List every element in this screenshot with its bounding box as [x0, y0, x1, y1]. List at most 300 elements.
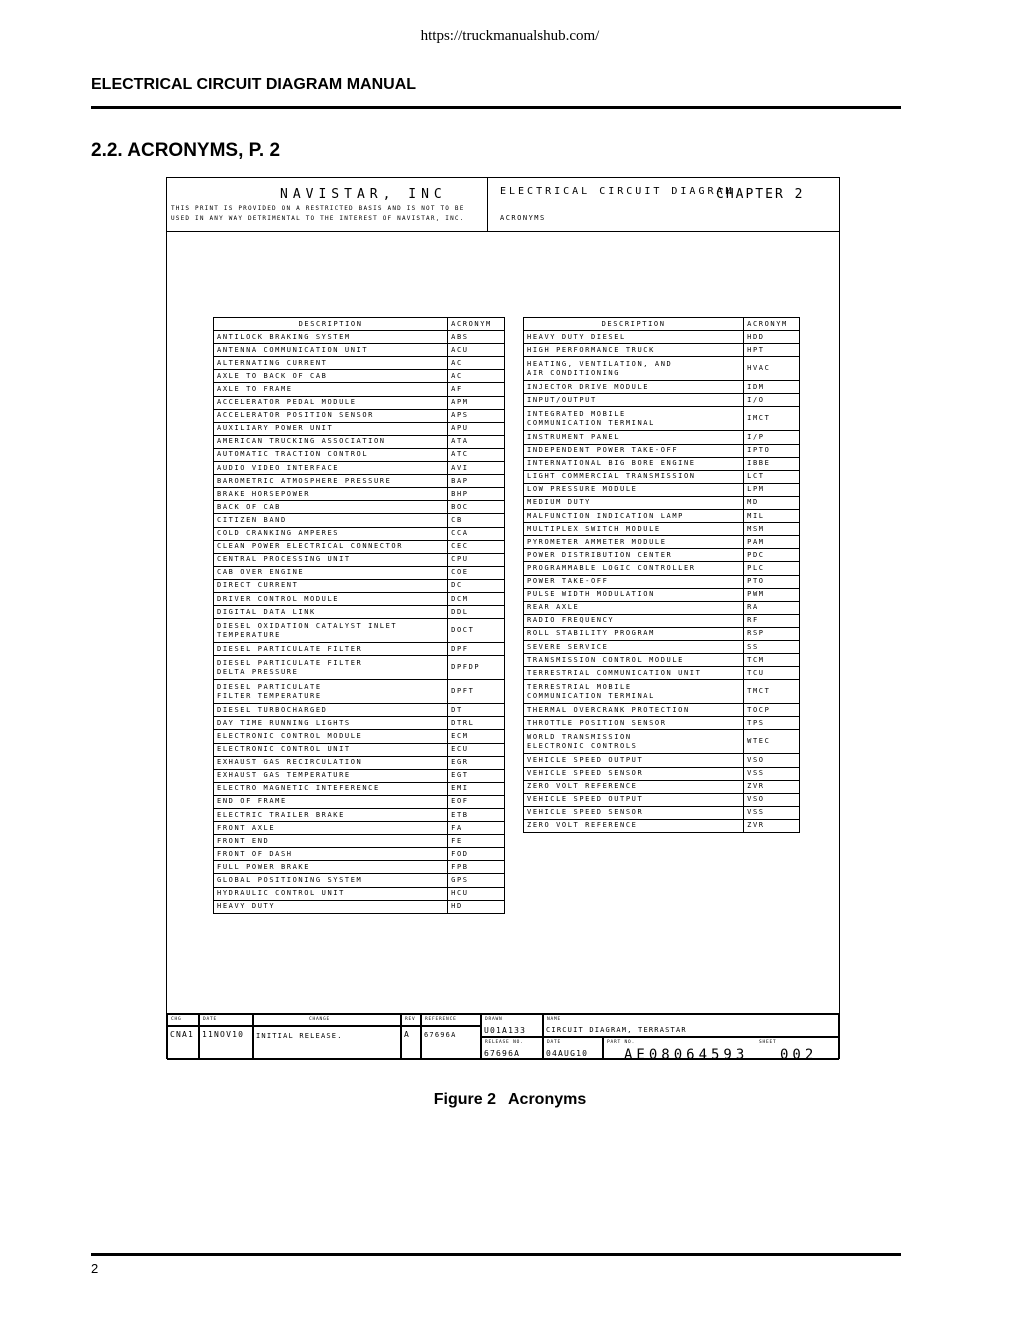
description-line: PULSE WIDTH MODULATION [527, 590, 655, 599]
description-line: THROTTLE POSITION SENSOR [527, 718, 667, 727]
acronym-description [214, 848, 448, 861]
acronym-code: EGR [448, 756, 505, 769]
acronym-description [214, 795, 448, 808]
acronym-code: ECU [448, 743, 505, 756]
acronym-description [524, 640, 744, 653]
description-line: POWER DISTRIBUTION CENTER [527, 550, 673, 559]
sheet-number: 002 [780, 1047, 818, 1060]
acronym-code: LCT [744, 470, 800, 483]
description-line: CAB OVER ENGINE [217, 568, 305, 577]
description-line: POWER TAKE-OFF [527, 577, 609, 586]
description-line: FRONT OF DASH [217, 849, 293, 858]
acronym-code: HPT [744, 344, 800, 357]
table-row [524, 510, 800, 523]
acronym-description [524, 819, 744, 832]
acronym-code: TCM [744, 654, 800, 667]
table-row [524, 381, 800, 394]
table-row [524, 457, 800, 470]
acronym-description [524, 331, 744, 344]
acronym-code: PLC [744, 562, 800, 575]
drawing-title: ELECTRICAL CIRCUIT DIAGRAM [500, 186, 735, 197]
acronym-description [524, 767, 744, 780]
acronym-code: I/P [744, 431, 800, 444]
description-line: PROGRAMMABLE LOGIC CONTROLLER [527, 563, 696, 572]
description-line: AUXILIARY POWER UNIT [217, 424, 334, 433]
table-row [524, 819, 800, 832]
table-row [524, 730, 800, 754]
description-line: DIGITAL DATA LINK [217, 607, 316, 616]
acronym-description [214, 501, 448, 514]
acronym-code: PAM [744, 536, 800, 549]
acronym-description [524, 680, 744, 704]
acronym-description [214, 331, 448, 344]
drawn-cell [481, 1014, 543, 1037]
change-header-cell [253, 1014, 401, 1026]
acronym-code: HD [448, 900, 505, 913]
table-row [524, 407, 800, 431]
description-line: REAR AXLE [527, 603, 580, 612]
description-line: EXHAUST GAS RECIRCULATION [217, 758, 363, 767]
acronym-code: HCU [448, 887, 505, 900]
chg-header: CHG [171, 1017, 182, 1022]
description-line: ELECTRO MAGNETIC INTEFERENCE [217, 784, 380, 793]
description-line: INPUT/OUTPUT [527, 395, 597, 404]
acronym-code: IMCT [744, 407, 800, 431]
acronym-description [524, 793, 744, 806]
table-row [214, 475, 505, 488]
description-line: TEMPERATURE [217, 630, 281, 639]
table-row [524, 549, 800, 562]
acronym-description [214, 743, 448, 756]
table-row [214, 540, 505, 553]
acronym-code: GPS [448, 874, 505, 887]
title-block [167, 1013, 839, 1059]
description-line: COMMUNICATION TERMINAL [527, 418, 655, 427]
release-value: 67696A [484, 1049, 521, 1058]
table-row [214, 809, 505, 822]
description-line: COMMUNICATION TERMINAL [527, 691, 655, 700]
acronym-description [214, 809, 448, 822]
table-row [524, 344, 800, 357]
acronym-description [524, 394, 744, 407]
description-line: INTEGRATED MOBILE [527, 409, 626, 418]
acronym-description [214, 514, 448, 527]
description-line: INTERNATIONAL BIG BORE ENGINE [527, 459, 696, 468]
acronym-code: DDL [448, 606, 505, 619]
table-row [524, 614, 800, 627]
description-line: BRAKE HORSEPOWER [217, 489, 311, 498]
acronym-code: ECM [448, 730, 505, 743]
date-value: 11NOV10 [202, 1030, 245, 1039]
table-row [524, 588, 800, 601]
description-line: END OF FRAME [217, 797, 287, 806]
description-line: VEHICLE SPEED OUTPUT [527, 755, 644, 764]
acronym-code: EMI [448, 782, 505, 795]
column-header-acronym: ACRONYM [448, 318, 505, 331]
acronym-description [214, 462, 448, 475]
acronym-description [214, 887, 448, 900]
manual-title: ELECTRICAL CIRCUIT DIAGRAM MANUAL [91, 76, 417, 93]
acronym-description [214, 488, 448, 501]
table-row [214, 409, 505, 422]
table-row [524, 562, 800, 575]
table-row [524, 627, 800, 640]
acronym-code: VSO [744, 793, 800, 806]
description-line: FRONT END [217, 836, 270, 845]
acronym-description [524, 357, 744, 381]
acronym-code: AC [448, 370, 505, 383]
acronym-description [214, 704, 448, 717]
description-line: PYROMETER AMMETER MODULE [527, 537, 667, 546]
table-row [524, 793, 800, 806]
description-line: HEAVY DUTY [217, 902, 276, 911]
acronym-code: APU [448, 422, 505, 435]
description-line: FRONT AXLE [217, 823, 276, 832]
acronym-code: AVI [448, 462, 505, 475]
acronym-description [214, 592, 448, 605]
source-url[interactable]: https://truckmanualshub.com/ [420, 28, 600, 44]
description-line: HEAVY DUTY DIESEL [527, 332, 626, 341]
release-header: RELEASE NO. [485, 1040, 524, 1045]
table-row [214, 835, 505, 848]
acronym-code: BAP [448, 475, 505, 488]
description-line: DAY TIME RUNNING LIGHTS [217, 718, 351, 727]
description-line: ACCELERATOR PEDAL MODULE [217, 398, 357, 407]
description-line: INJECTOR DRIVE MODULE [527, 382, 650, 391]
acronym-description [214, 680, 448, 704]
description-line: CENTRAL PROCESSING UNIT [217, 555, 351, 564]
table-row [524, 640, 800, 653]
table-row [214, 822, 505, 835]
table-row [524, 483, 800, 496]
company-name: NAVISTAR, INC [280, 187, 447, 202]
description-line: AIR CONDITIONING [527, 368, 621, 377]
description-line: EXHAUST GAS TEMPERATURE [217, 771, 351, 780]
acronym-description [214, 619, 448, 643]
reference-header-cell [421, 1014, 481, 1026]
figure-caption [0, 1091, 1020, 1109]
acronym-code: IDM [744, 381, 800, 394]
company-block [167, 178, 488, 232]
table-row [524, 357, 800, 381]
description-line: SEVERE SERVICE [527, 642, 609, 651]
acronym-code: FE [448, 835, 505, 848]
table-row [214, 566, 505, 579]
acronym-code: RA [744, 601, 800, 614]
name-cell [543, 1014, 839, 1037]
acronym-description [214, 756, 448, 769]
table-row [214, 579, 505, 592]
acronym-code: AC [448, 357, 505, 370]
description-line: AUDIO VIDEO INTERFACE [217, 463, 340, 472]
reference-value: 67696A [424, 1031, 457, 1039]
acronym-description [214, 656, 448, 680]
acronym-description [524, 614, 744, 627]
acronym-code: MD [744, 496, 800, 509]
table-row [214, 717, 505, 730]
description-line: ZERO VOLT REFERENCE [527, 821, 638, 830]
acronym-code: ZVR [744, 780, 800, 793]
acronym-code: DPFT [448, 680, 505, 704]
rev-value: A [404, 1030, 411, 1039]
acronym-table-right [523, 317, 800, 833]
release-date-header: DATE [547, 1040, 562, 1045]
table-row [214, 874, 505, 887]
table-row [214, 592, 505, 605]
table-row [214, 848, 505, 861]
acronym-code: APS [448, 409, 505, 422]
acronym-code: DPFDP [448, 656, 505, 680]
description-line: TERRESTRIAL COMMUNICATION UNIT [527, 668, 702, 677]
rev-header-cell [401, 1014, 421, 1026]
table-row [524, 717, 800, 730]
acronym-description [214, 579, 448, 592]
acronym-description [214, 717, 448, 730]
table-row [214, 606, 505, 619]
acronym-description [524, 601, 744, 614]
description-line: DIESEL PARTICULATE FILTER [217, 644, 363, 653]
table-row [524, 680, 800, 704]
table-row [214, 448, 505, 461]
acronym-code: IBBE [744, 457, 800, 470]
drawing-header [167, 178, 839, 232]
acronym-description [524, 654, 744, 667]
table-row [214, 743, 505, 756]
acronym-code: DPF [448, 643, 505, 656]
date-header-cell [199, 1014, 253, 1026]
acronym-code: CPU [448, 553, 505, 566]
description-line: ZERO VOLT REFERENCE [527, 782, 638, 791]
description-line: INSTRUMENT PANEL [527, 433, 621, 442]
table-row [214, 357, 505, 370]
acronym-description [214, 835, 448, 848]
description-line: VEHICLE SPEED SENSOR [527, 769, 644, 778]
acronym-description [214, 861, 448, 874]
description-line: RADIO FREQUENCY [527, 616, 615, 625]
table-row [214, 619, 505, 643]
acronym-code: ABS [448, 331, 505, 344]
table-row [214, 514, 505, 527]
acronym-code: ATA [448, 435, 505, 448]
drawing-sheet [166, 177, 840, 1059]
acronym-description [524, 483, 744, 496]
description-line: MALFUNCTION INDICATION LAMP [527, 511, 684, 520]
acronym-code: DOCT [448, 619, 505, 643]
acronym-code: ATC [448, 448, 505, 461]
release-date-cell [543, 1037, 603, 1060]
table-row [524, 575, 800, 588]
table-row [524, 394, 800, 407]
acronym-description [524, 457, 744, 470]
description-line: GLOBAL POSITIONING SYSTEM [217, 876, 363, 885]
acronym-description [214, 383, 448, 396]
acronym-description [524, 730, 744, 754]
chg-header-cell [167, 1014, 199, 1026]
acronym-code: PDC [744, 549, 800, 562]
acronym-description [524, 627, 744, 640]
acronym-description [214, 435, 448, 448]
table-row [524, 431, 800, 444]
column-header-acronym: ACRONYM [744, 318, 800, 331]
name-header: NAME [547, 1017, 562, 1022]
description-line: HYDRAULIC CONTROL UNIT [217, 889, 345, 898]
table-row [214, 704, 505, 717]
acronym-description [214, 448, 448, 461]
acronym-code: RF [744, 614, 800, 627]
table-row [524, 704, 800, 717]
table-row [214, 435, 505, 448]
acronym-description [214, 475, 448, 488]
description-line: AXLE TO FRAME [217, 385, 293, 394]
table-row [214, 370, 505, 383]
acronym-description [524, 381, 744, 394]
acronym-description [524, 523, 744, 536]
reference-header: REFERENCE [425, 1017, 457, 1022]
table-header-row [214, 318, 505, 331]
table-row [214, 769, 505, 782]
acronym-description [214, 357, 448, 370]
table-row [214, 643, 505, 656]
acronym-description [524, 667, 744, 680]
description-line: DRIVER CONTROL MODULE [217, 594, 340, 603]
description-line: DIESEL TURBOCHARGED [217, 705, 328, 714]
acronym-description [214, 527, 448, 540]
description-line: ELECTRONIC CONTROLS [527, 741, 638, 750]
acronym-code: CCA [448, 527, 505, 540]
table-row [214, 782, 505, 795]
acronym-code: DT [448, 704, 505, 717]
table-row [524, 654, 800, 667]
table-row [214, 861, 505, 874]
chapter-label: CHAPTER 2 [716, 187, 805, 202]
acronym-description [214, 900, 448, 913]
acronym-code: MSM [744, 523, 800, 536]
rev-header: REV [405, 1017, 416, 1022]
change-cell [253, 1026, 401, 1060]
description-line: LOW PRESSURE MODULE [527, 485, 638, 494]
table-row [524, 444, 800, 457]
acronym-description [214, 874, 448, 887]
acronym-code: MIL [744, 510, 800, 523]
table-row [214, 900, 505, 913]
table-row [214, 656, 505, 680]
acronym-description [524, 717, 744, 730]
description-line: ELECTRONIC CONTROL MODULE [217, 731, 363, 740]
description-line: ELECTRIC TRAILER BRAKE [217, 810, 345, 819]
drawing-subtitle: ACRONYMS [500, 214, 546, 222]
table-row [524, 536, 800, 549]
release-date-value: 04AUG10 [546, 1049, 589, 1058]
acronym-code: ACU [448, 344, 505, 357]
date-cell [199, 1026, 253, 1060]
table-row [524, 780, 800, 793]
name-value: CIRCUIT DIAGRAM, TERRASTAR [546, 1026, 687, 1034]
description-line: AXLE TO BACK OF CAB [217, 371, 328, 380]
change-header: CHANGE [309, 1017, 331, 1022]
description-line: CITIZEN BAND [217, 515, 287, 524]
column-header-description: DESCRIPTION [524, 318, 744, 331]
acronym-description [214, 540, 448, 553]
description-line: AUTOMATIC TRACTION CONTROL [217, 450, 369, 459]
acronym-code: VSS [744, 767, 800, 780]
acronym-code: PTO [744, 575, 800, 588]
acronym-code: FOD [448, 848, 505, 861]
description-line: HIGH PERFORMANCE TRUCK [527, 345, 655, 354]
description-line: ACCELERATOR POSITION SENSOR [217, 411, 374, 420]
chg-value: CNA1 [170, 1030, 195, 1039]
table-row [214, 344, 505, 357]
table-row [214, 756, 505, 769]
table-row [214, 887, 505, 900]
table-row [524, 523, 800, 536]
acronym-code: TCU [744, 667, 800, 680]
acronym-description [524, 549, 744, 562]
acronym-code: HVAC [744, 357, 800, 381]
drawn-header: DRAWN [485, 1017, 503, 1022]
acronym-description [524, 510, 744, 523]
acronym-code: SS [744, 640, 800, 653]
figure-label: Figure 2 [433, 1091, 496, 1108]
footer-rule [91, 1253, 901, 1256]
table-header-row [524, 318, 800, 331]
description-line: DIESEL PARTICULATE [217, 682, 322, 691]
acronym-description [214, 370, 448, 383]
acronym-description [214, 643, 448, 656]
acronym-code: CB [448, 514, 505, 527]
acronym-code: CEC [448, 540, 505, 553]
table-row [214, 488, 505, 501]
table-row [524, 496, 800, 509]
change-value: INITIAL RELEASE. [256, 1032, 343, 1040]
reference-cell [421, 1026, 481, 1060]
acronym-description [524, 444, 744, 457]
description-line: ELECTRONIC CONTROL UNIT [217, 745, 351, 754]
description-line: CLEAN POWER ELECTRICAL CONNECTOR [217, 542, 404, 551]
acronym-description [524, 588, 744, 601]
description-line: ROLL STABILITY PROGRAM [527, 629, 655, 638]
description-line: BAROMETRIC ATMOSPHERE PRESSURE [217, 476, 392, 485]
description-line: DIESEL PARTICULATE FILTER [217, 658, 363, 667]
table-row [524, 767, 800, 780]
description-line: FILTER TEMPERATURE [217, 691, 322, 700]
table-row [524, 601, 800, 614]
description-line: ALTERNATING CURRENT [217, 358, 328, 367]
description-line: TRANSMISSION CONTROL MODULE [527, 655, 684, 664]
acronym-description [524, 575, 744, 588]
acronym-code: DTRL [448, 717, 505, 730]
acronym-description [524, 431, 744, 444]
description-line: DELTA PRESSURE [217, 667, 299, 676]
table-row [524, 806, 800, 819]
section-title: 2.2. ACRONYMS, P. 2 [91, 140, 281, 161]
description-line: FULL POWER BRAKE [217, 862, 311, 871]
acronym-code: FA [448, 822, 505, 835]
part-cell [603, 1037, 839, 1060]
table-row [214, 501, 505, 514]
acronym-description [524, 470, 744, 483]
acronym-code: DC [448, 579, 505, 592]
acronym-code: ZVR [744, 819, 800, 832]
description-line: MULTIPLEX SWITCH MODULE [527, 524, 661, 533]
acronym-code: EOF [448, 795, 505, 808]
acronym-description [524, 704, 744, 717]
description-line: DIRECT CURRENT [217, 581, 299, 590]
description-line: HEATING, VENTILATION, AND [527, 359, 673, 368]
table-row [214, 527, 505, 540]
description-line: INDEPENDENT POWER TAKE-OFF [527, 446, 679, 455]
rev-cell [401, 1026, 421, 1060]
part-number: AE08064593 [624, 1047, 749, 1060]
